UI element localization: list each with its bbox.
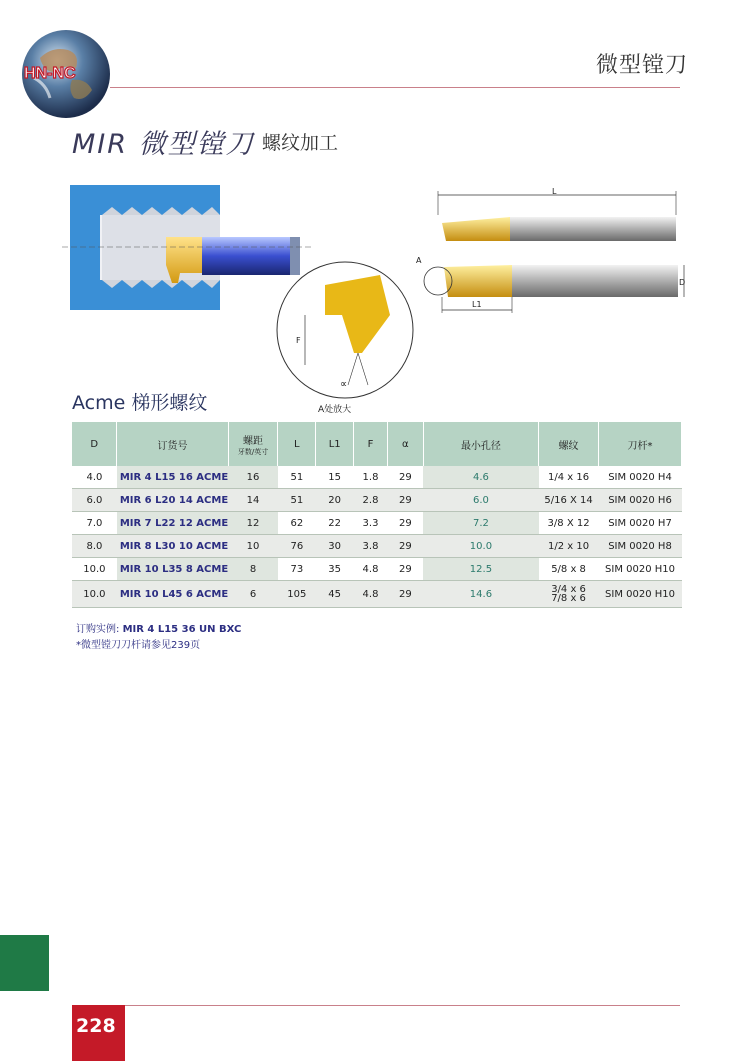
cell-pitch: 16 <box>228 466 278 489</box>
cell-thread-line1: 3/4 x 6 <box>551 584 586 595</box>
cell-L1: 15 <box>316 466 354 489</box>
footer-divider <box>125 1005 680 1006</box>
cell-pitch: 10 <box>228 535 278 558</box>
cell-F: 3.3 <box>354 512 388 535</box>
table-row <box>72 512 682 535</box>
col-pitch-sub: 牙数/英寸 <box>237 447 269 456</box>
cell-min-hole: 6.0 <box>423 489 538 512</box>
cell-D: 8.0 <box>72 535 117 558</box>
page-number: 228 <box>76 1015 116 1037</box>
cell-alpha: 29 <box>387 466 423 489</box>
cell-thread: 5/8 x 8 <box>539 558 599 581</box>
section-title: 微型镗刀 <box>595 53 688 78</box>
order-example-label: 订购实例: <box>76 624 120 635</box>
cell-order: MIR 10 L45 6 ACME <box>117 581 228 608</box>
col-alpha: α <box>387 422 423 466</box>
cell-alpha: 29 <box>387 512 423 535</box>
cell-thread <box>539 581 599 608</box>
table-row <box>72 558 682 581</box>
cell-thread: 5/16 X 14 <box>539 489 599 512</box>
cell-F: 4.8 <box>354 581 388 608</box>
cell-pitch: 14 <box>228 489 278 512</box>
cell-alpha: 29 <box>387 581 423 608</box>
cell-alpha: 29 <box>387 535 423 558</box>
col-pitch <box>228 422 278 466</box>
cell-holder: SIM 0020 H10 <box>599 558 682 581</box>
acme-section-heading: Acme 梯形螺纹 <box>72 392 208 414</box>
order-example-note <box>76 620 241 635</box>
col-order: 订货号 <box>117 422 228 466</box>
cell-D: 7.0 <box>72 512 117 535</box>
cell-thread: 3/8 X 12 <box>539 512 599 535</box>
cell-min-hole: 12.5 <box>423 558 538 581</box>
cell-D: 6.0 <box>72 489 117 512</box>
cell-L1: 45 <box>316 581 354 608</box>
cell-L1: 20 <box>316 489 354 512</box>
cell-F: 2.8 <box>354 489 388 512</box>
dim-A-label: A <box>416 256 422 265</box>
cell-order: MIR 7 L22 12 ACME <box>117 512 228 535</box>
order-example-value: MIR 4 L15 36 UN BXC <box>122 624 242 635</box>
spec-table <box>72 422 682 608</box>
cell-F: 3.8 <box>354 535 388 558</box>
cell-pitch: 6 <box>228 581 278 608</box>
cell-min-hole: 10.0 <box>423 535 538 558</box>
cell-thread: 1/2 x 10 <box>539 535 599 558</box>
cell-L1: 35 <box>316 558 354 581</box>
col-min-hole: 最小孔径 <box>423 422 538 466</box>
insert-detail-drawing <box>270 255 420 415</box>
cell-L1: 30 <box>316 535 354 558</box>
detail-caption: A处放大 <box>318 405 352 415</box>
cell-D: 10.0 <box>72 558 117 581</box>
holder-reference-note: *微型镗刀刀杆请参见239页 <box>76 640 201 651</box>
cell-holder: SIM 0020 H4 <box>599 466 682 489</box>
header-divider <box>110 87 680 88</box>
cell-min-hole: 7.2 <box>423 512 538 535</box>
cell-holder: SIM 0020 H6 <box>599 489 682 512</box>
product-subtitle: 螺纹加工 <box>262 132 339 154</box>
cell-holder: SIM 0020 H8 <box>599 535 682 558</box>
table-row <box>72 535 682 558</box>
col-D: D <box>72 422 117 466</box>
cell-D: 10.0 <box>72 581 117 608</box>
col-thread: 螺纹 <box>539 422 599 466</box>
dim-D-label: D <box>679 278 686 287</box>
cell-min-hole: 4.6 <box>423 466 538 489</box>
cell-F: 4.8 <box>354 558 388 581</box>
cell-order: MIR 4 L15 16 ACME <box>117 466 228 489</box>
chapter-tab <box>0 935 49 991</box>
svg-text:HN-NC: HN-NC <box>24 65 76 82</box>
cell-holder: SIM 0020 H10 <box>599 581 682 608</box>
cell-L: 73 <box>278 558 316 581</box>
table-row <box>72 581 682 608</box>
cell-min-hole: 14.6 <box>423 581 538 608</box>
cell-thread-line2: 7/8 x 6 <box>551 593 586 604</box>
dim-alpha-label: ∝ <box>340 379 348 390</box>
product-title: MIR 微型镗刀 <box>72 129 255 160</box>
tool-dimension-drawing <box>400 185 700 320</box>
dim-F-label: F <box>296 336 301 345</box>
company-logo <box>20 28 112 120</box>
cell-holder: SIM 0020 H7 <box>599 512 682 535</box>
cell-L: 62 <box>278 512 316 535</box>
cell-order: MIR 6 L20 14 ACME <box>117 489 228 512</box>
table-row <box>72 466 682 489</box>
col-L: L <box>278 422 316 466</box>
dim-L-label: L <box>552 187 557 196</box>
col-L1: L1 <box>316 422 354 466</box>
cell-L: 51 <box>278 489 316 512</box>
cell-L: 105 <box>278 581 316 608</box>
col-holder: 刀杆* <box>599 422 682 466</box>
col-F: F <box>354 422 388 466</box>
cell-alpha: 29 <box>387 489 423 512</box>
cell-alpha: 29 <box>387 558 423 581</box>
cell-thread: 1/4 x 16 <box>539 466 599 489</box>
cell-pitch: 8 <box>228 558 278 581</box>
table-row <box>72 489 682 512</box>
cell-L1: 22 <box>316 512 354 535</box>
cell-D: 4.0 <box>72 466 117 489</box>
cell-L: 76 <box>278 535 316 558</box>
cell-pitch: 12 <box>228 512 278 535</box>
table-header-row <box>72 422 682 466</box>
cell-F: 1.8 <box>354 466 388 489</box>
cell-L: 51 <box>278 466 316 489</box>
cell-order: MIR 10 L35 8 ACME <box>117 558 228 581</box>
dim-L1-label: L1 <box>472 300 482 309</box>
cell-order: MIR 8 L30 10 ACME <box>117 535 228 558</box>
col-pitch-label: 螺距 <box>243 435 264 447</box>
